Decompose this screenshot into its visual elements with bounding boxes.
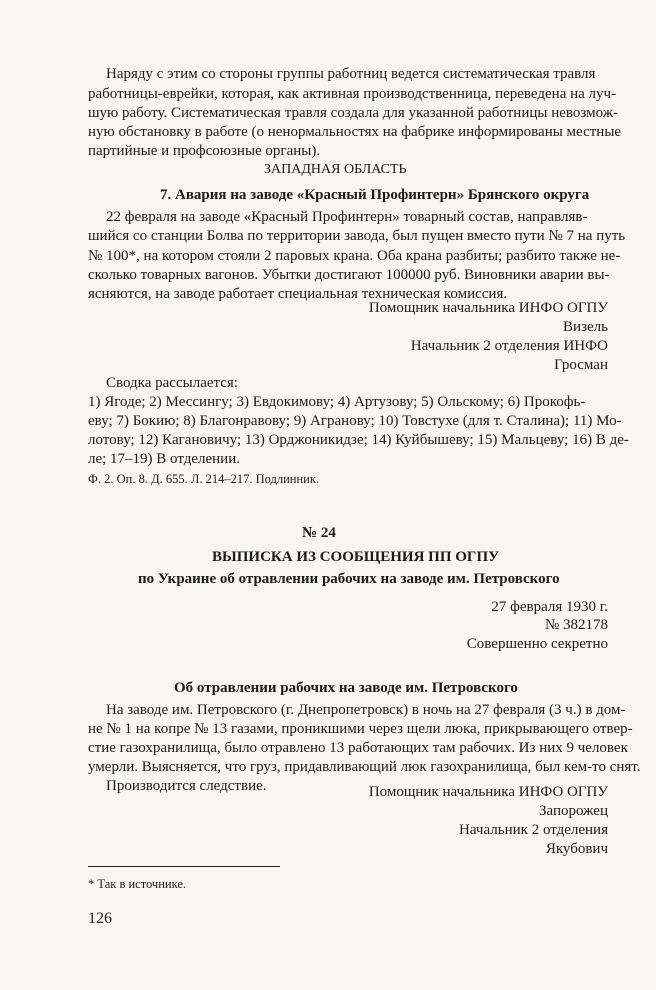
distribution-line-1: 1) Ягоде; 2) Мессингу; 3) Евдокимову; 4) Артузову; 5) Ольскому; 6) Прокофь- <box>88 394 586 410</box>
doc24-heading: Об отравлении рабочих на заводе им. Петровского <box>174 680 518 696</box>
section7-line-5: ясняются, на заводе работает специальная техническая комиссия. <box>88 286 508 302</box>
section7-sig1-title: Помощник начальника ИНФО ОГПУ <box>368 300 608 316</box>
distribution-line-3: лотову; 12) Кагановичу; 13) Орджоникидзе; 14) Куйбышеву; 15) Мальцеву; 16) В де- <box>88 432 629 448</box>
doc24-line-3: стие газохранилища, было отравлено 13 работающих там рабочих. Из них 9 человек <box>88 740 628 756</box>
doc24-sig2-name: Якубович <box>545 841 608 857</box>
section7-line-2: шийся со станции Болва по территории завода, был пущен вместо пути № 7 на путь <box>88 228 626 244</box>
intro-line-2: работницы-еврейки, которая, как активная производственница, переведена на луч- <box>88 86 617 102</box>
section7-sig1-name: Визель <box>563 319 608 335</box>
section7-line-4: сколько товарных вагонов. Убытки достигают 100000 руб. Виновники аварии вы- <box>88 267 610 283</box>
footnote-divider <box>88 866 280 867</box>
section7-title: 7. Авария на заводе «Красный Профинтерн» Брянского округа <box>160 187 590 203</box>
section7-sig2-name: Гросман <box>554 357 608 373</box>
section7-line-1: 22 февраля на заводе «Красный Профинтерн» товарный состав, направляв- <box>106 209 588 225</box>
doc24-number: № 24 <box>302 525 336 541</box>
archive-reference: Ф. 2. Оп. 8. Д. 655. Л. 214–217. Подлинник. <box>88 472 320 486</box>
distribution-line-4: ле; 17–19) В отделении. <box>88 451 240 467</box>
doc24-reg-number: № 382178 <box>544 617 608 633</box>
doc24-sig2-title: Начальник 2 отделения <box>459 822 608 838</box>
region-heading: ЗАПАДНАЯ ОБЛАСТЬ <box>264 162 407 177</box>
footnote: * Так в источнике. <box>88 877 187 891</box>
doc24-line-5: Производится следствие. <box>106 778 267 794</box>
section7-sig2-title: Начальник 2 отделения ИНФО <box>410 338 608 354</box>
distribution-line-2: еву; 7) Бокию; 8) Благонравову; 9) Агранову; 10) Товстухе (для т. Сталина); 11) Мо- <box>88 413 622 429</box>
doc24-line-4: умерли. Выясняется, что груз, придавливающий люк газохранилища, был кем-то снят. <box>88 759 641 775</box>
section7-line-3: № 100*, на котором стояли 2 паровых крана. Оба крана разбиты; разбито также не- <box>88 248 621 264</box>
intro-line-5: партийные и профсоюзные органы). <box>88 143 321 159</box>
doc24-date: 27 февраля 1930 г. <box>491 599 608 615</box>
doc24-title: ВЫПИСКА ИЗ СООБЩЕНИЯ ПП ОГПУ <box>212 549 500 565</box>
doc24-subtitle: по Украине об отравлении рабочих на заводе им. Петровского <box>138 571 560 587</box>
doc24-classification: Совершенно секретно <box>466 636 608 652</box>
intro-line-3: шую работу. Систематическая травля создала для указанной работницы невозмож- <box>88 105 619 121</box>
doc24-sig1-title: Помощник начальника ИНФО ОГПУ <box>368 784 608 800</box>
intro-line-4: ную обстановку в работе (о ненормальностях на фабрике информированы местные <box>88 124 622 140</box>
page-number: 126 <box>88 910 112 927</box>
doc24-line-2: не № 1 на копре № 13 газами, проникшими через щели люка, прикрывающего отвер- <box>88 721 633 737</box>
doc24-sig1-name: Запорожец <box>539 803 608 819</box>
distribution-header: Сводка рассылается: <box>106 375 238 391</box>
intro-line-1: Наряду с этим со стороны группы работниц ведется систематическая травля <box>106 66 596 82</box>
doc24-line-1: На заводе им. Петровского (г. Днепропетровск) в ночь на 27 февраля (3 ч.) в дом- <box>106 702 626 718</box>
